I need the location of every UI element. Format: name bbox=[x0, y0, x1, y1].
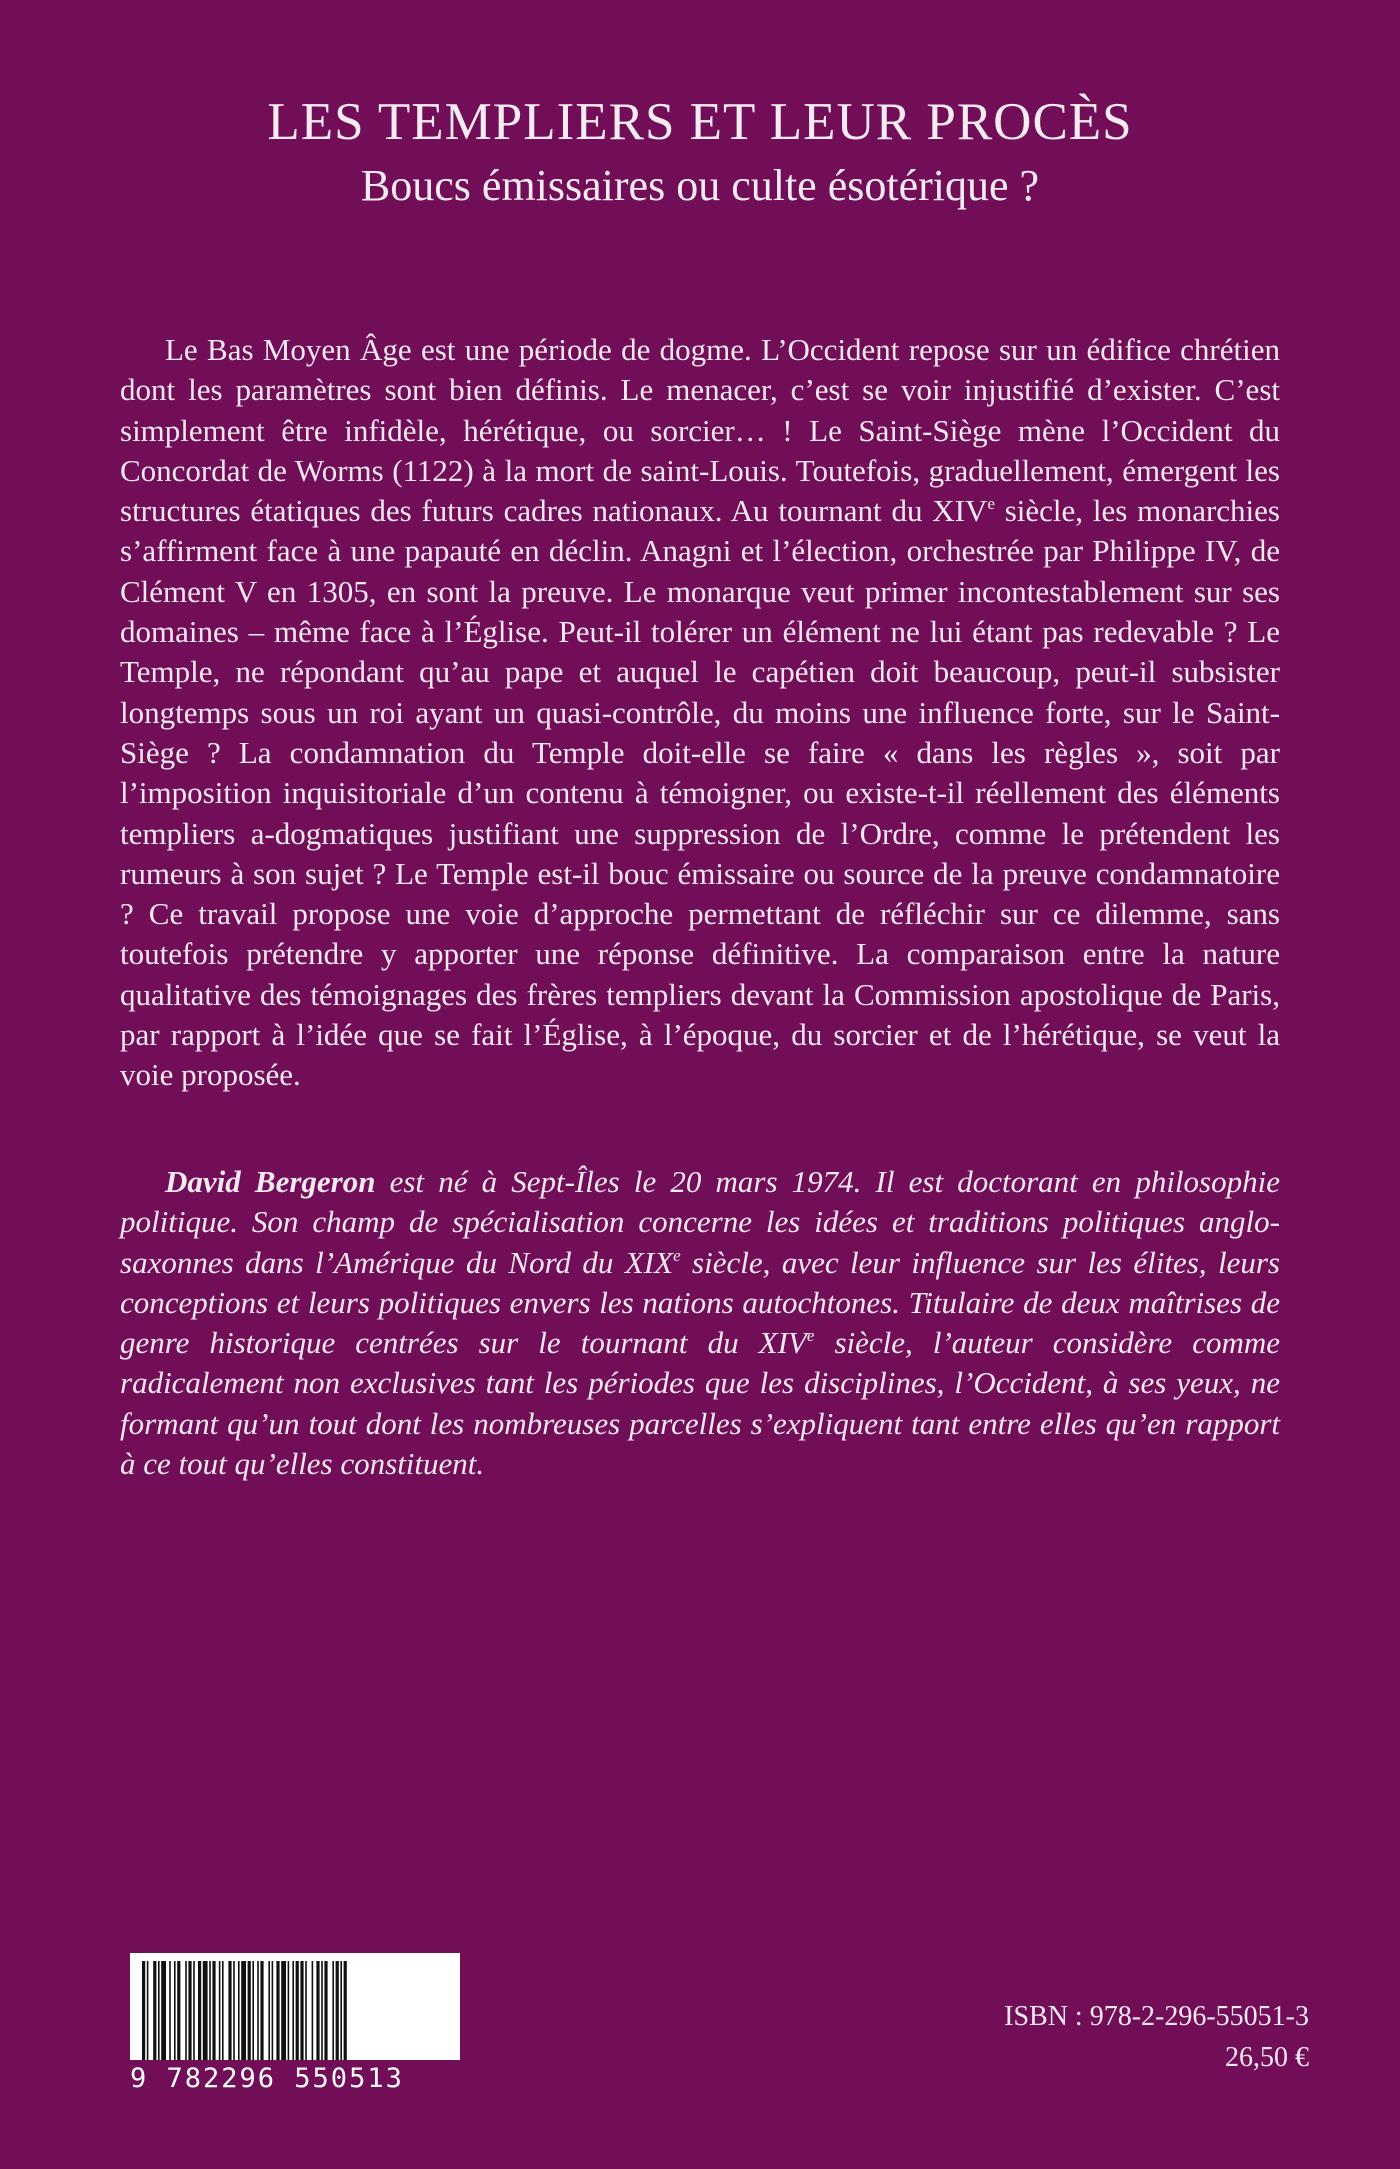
barcode-bar bbox=[188, 1961, 191, 2071]
barcode-bar bbox=[316, 1961, 319, 2071]
barcode-bar bbox=[272, 1961, 274, 2071]
barcode bbox=[130, 1953, 460, 2071]
barcode-bar bbox=[222, 1961, 224, 2071]
barcode-bar bbox=[257, 1961, 259, 2071]
barcode-bar bbox=[260, 1961, 263, 2071]
barcode-bar bbox=[219, 1961, 221, 2071]
barcode-bar bbox=[324, 1961, 327, 2071]
barcode-bar bbox=[344, 1961, 347, 2071]
barcode-bars bbox=[130, 1953, 460, 2071]
barcode-bar bbox=[281, 1961, 286, 2071]
bio-superscript-2: e bbox=[806, 1326, 815, 1346]
barcode-bar bbox=[185, 1961, 187, 2071]
barcode-bar bbox=[296, 1961, 299, 2071]
barcode-bar bbox=[268, 1961, 270, 2071]
bio-text-part2: siècle, avec leur influence sur les élites, leurs conceptions et leurs politiques envers les nations autochtones. Titulaire de deux maîtrises de genre historique centrées sur le tournant du XIV bbox=[120, 1244, 1280, 1361]
summary-superscript: e bbox=[987, 494, 995, 514]
isbn-number: ISBN : 978-2-296-55051-3 bbox=[1004, 2001, 1309, 2032]
bio-text-part3: siècle, l’auteur considère comme radicalement non exclusives tant les périodes que les disciplines, l’Occident, à ses yeux, ne formant qu’un tout dont les nombreuses parcelles s’expliquent tant entre elles qu’en rapport à ce tout qu’elles constituent. bbox=[120, 1325, 1280, 1482]
barcode-bar bbox=[177, 1961, 180, 2071]
barcode-bar bbox=[238, 1961, 240, 2071]
barcode-bar bbox=[174, 1961, 176, 2071]
author-biography bbox=[120, 1162, 1280, 1484]
book-subtitle: Boucs émissaires ou culte ésotérique ? bbox=[360, 161, 1040, 210]
summary-text-part1: Le Bas Moyen Âge est une période de dogme. L’Occident repose sur un édifice chrétien dont les paramètres sont bien définis. Le menacer, c’est se voir injustifié d’exister. C’est simplement être infidèle, hérétique, ou sorcier… ! Le Saint-Siège mène l’Occident du Concordat de Worms (1122) à la mort de saint-Louis. Toutefois, graduellement, émergent les structures étatiques des futurs cadres nationaux. Au tournant du XIV bbox=[120, 332, 1280, 529]
barcode-bar bbox=[321, 1961, 323, 2071]
barcode-bar bbox=[147, 1961, 149, 2071]
barcode-bar bbox=[292, 1961, 294, 2071]
barcode-bar bbox=[153, 1961, 156, 2071]
bio-text-part1: est né à Sept-Îles le 20 mars 1974. Il est doctorant en philosophie politique. Son champ de spécialisation concerne les idées et traditions politiques anglo-saxonnes dans l’Amérique du Nord du XIX bbox=[120, 1164, 1280, 1280]
barcode-bar bbox=[233, 1961, 235, 2071]
barcode-bar bbox=[305, 1961, 307, 2071]
book-title: LES TEMPLIERS ET LEUR PROCÈS bbox=[267, 93, 1133, 151]
barcode-bar bbox=[228, 1961, 231, 2071]
barcode-bar bbox=[300, 1961, 303, 2071]
summary-paragraph bbox=[120, 330, 1280, 1096]
barcode-bar bbox=[248, 1961, 251, 2071]
barcode-bar bbox=[276, 1961, 279, 2071]
barcode-bar bbox=[203, 1961, 208, 2071]
barcode-bar bbox=[241, 1961, 246, 2071]
barcode-bar bbox=[161, 1961, 166, 2071]
barcode-bar bbox=[193, 1961, 195, 2071]
barcode-bar bbox=[312, 1961, 314, 2071]
book-price: 26,50 € bbox=[1225, 2042, 1309, 2073]
barcode-bar bbox=[340, 1961, 342, 2071]
barcode-bar bbox=[169, 1961, 171, 2071]
author-name: David Bergeron bbox=[165, 1164, 376, 1199]
barcode-bar bbox=[142, 1961, 145, 2071]
barcode-bar bbox=[336, 1961, 339, 2071]
barcode-bar bbox=[212, 1961, 215, 2071]
barcode-bar bbox=[198, 1961, 201, 2071]
barcode-bar bbox=[288, 1961, 290, 2071]
barcode-bar bbox=[252, 1961, 254, 2071]
bio-superscript-1: e bbox=[673, 1245, 681, 1265]
summary-text-part2: siècle, les monarchies s’affirment face à une papauté en déclin. Anagni et l’élection, orchestrée par Philippe IV, de Clément V en 1305, en sont la preuve. Le monarque veut primer incontestablement sur ses domaines – même face à l’Église. Peut-il tolérer un élément ne lui étant pas redevable ? Le Temple, ne répondant qu’au pape et auquel le capétien doit beaucoup, peut-il subsister longtemps sous un roi ayant un quasi-contrôle, du moins une influence forte, sur le Saint-Siège ? La condamnation du Temple doit-elle se faire « dans les règles », soit par l’imposition inquisitoriale d’un contenu à témoigner, ou existe-t-il réellement des éléments templiers a-dogmatiques justifiant une suppression de l’Ordre, comme le prétendent les rumeurs à son sujet ? Le Temple est-il bouc émissaire ou source de la preuve condamnatoire ? Ce travail propose une voie d’approche permettant de réfléchir sur ce dilemme, sans toutefois prétendre y apporter une réponse définitive. La comparaison entre la nature qualitative des témoignages des frères templiers devant la Commission apostolique de Paris, par rapport à l’idée que se fait l’Église, à l’époque, du sorcier et de l’hérétique, se veut la voie proposée. bbox=[120, 493, 1280, 1093]
barcode-bar bbox=[158, 1961, 160, 2071]
barcode-bar bbox=[209, 1961, 211, 2071]
barcode-bar bbox=[332, 1961, 334, 2071]
barcode-digits: 9 782296 550513 bbox=[130, 2060, 460, 2098]
